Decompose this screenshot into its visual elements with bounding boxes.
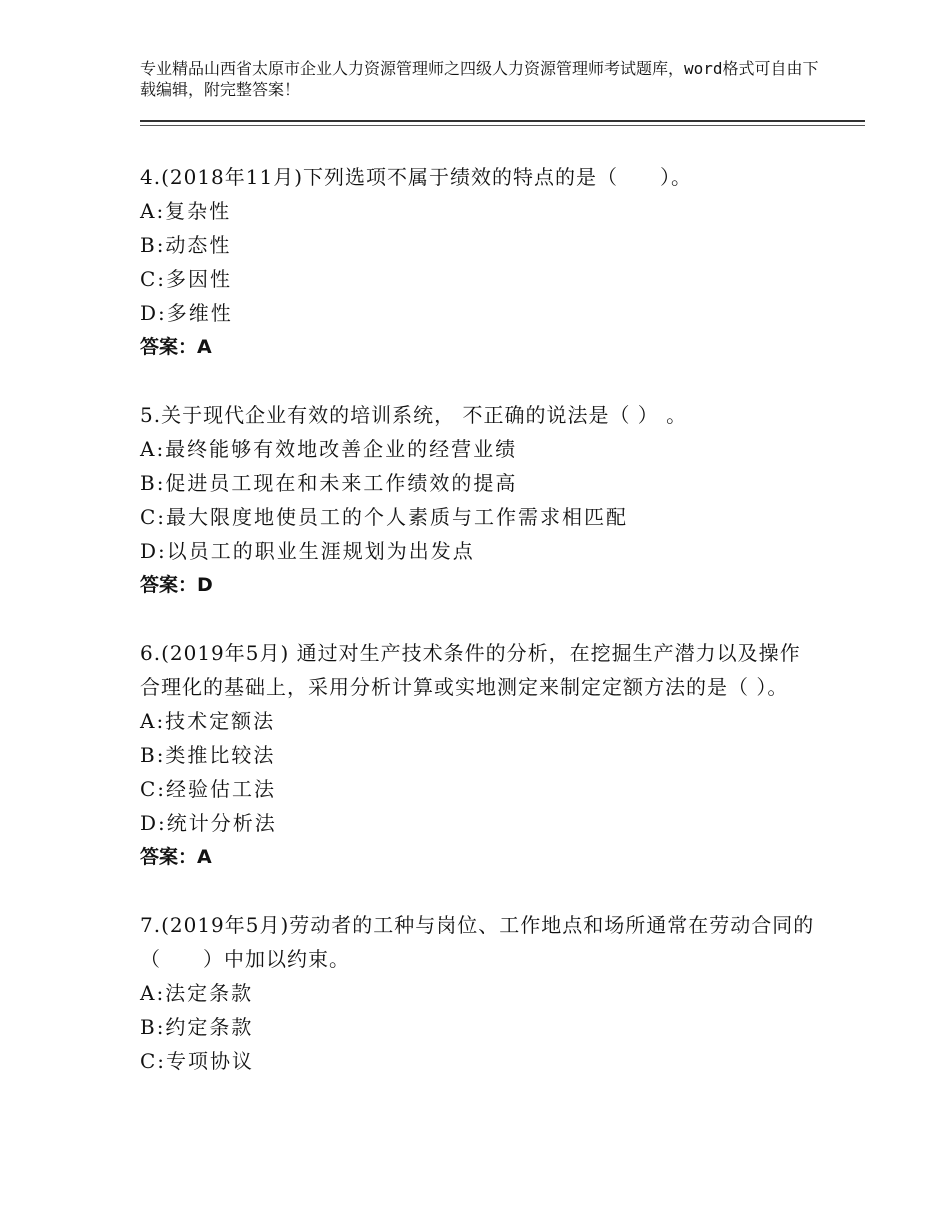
option-c: C:最大限度地使员工的个人素质与工作需求相匹配 (140, 505, 629, 529)
question-4 (140, 160, 815, 364)
question-title: 6.(2019年5月) 通过对生产技术条件的分析，在挖掘生产潜力以及操作合理化的基础上，采用分析计算或实地测定来制定定额方法的是（ ）。 (140, 641, 801, 699)
answer-label: 答案：D (140, 574, 213, 596)
header-rule-thick (140, 120, 865, 122)
option-d: D:多维性 (140, 301, 233, 325)
question-title: 5.关于现代企业有效的培训系统， 不正确的说法是（ ） 。 (140, 403, 688, 427)
document-header: 专业精品山西省太原市企业人力资源管理师之四级人力资源管理师考试题库，word格式可自由下载编辑，附完整答案！ (140, 59, 819, 99)
option-b: B:动态性 (140, 233, 232, 257)
option-b: B:促进员工现在和未来工作绩效的提高 (140, 471, 518, 495)
option-a: A:复杂性 (140, 199, 232, 223)
option-d: D:统计分析法 (140, 811, 277, 835)
option-a: A:法定条款 (140, 981, 254, 1005)
option-b: B:约定条款 (140, 1015, 254, 1039)
header-rule-thin (140, 125, 865, 126)
question-7 (140, 908, 815, 1078)
answer-label: 答案：A (140, 846, 212, 868)
question-list (140, 160, 815, 1112)
option-a: A:最终能够有效地改善企业的经营业绩 (140, 437, 518, 461)
answer-label: 答案：A (140, 336, 212, 358)
option-c: C:经验估工法 (140, 777, 277, 801)
question-title: 4.(2018年11月)下列选项不属于绩效的特点的是（ ）。 (140, 165, 693, 189)
option-c: C:多因性 (140, 267, 233, 291)
question-6 (140, 636, 815, 874)
option-c: C:专项协议 (140, 1049, 255, 1073)
option-b: B:类推比较法 (140, 743, 276, 767)
option-d: D:以员工的职业生涯规划为出发点 (140, 539, 475, 563)
question-title: 7.(2019年5月)劳动者的工种与岗位、工作地点和场所通常在劳动合同的（ ）中加以约束。 (140, 913, 815, 971)
option-a: A:技术定额法 (140, 709, 276, 733)
question-5 (140, 398, 815, 602)
